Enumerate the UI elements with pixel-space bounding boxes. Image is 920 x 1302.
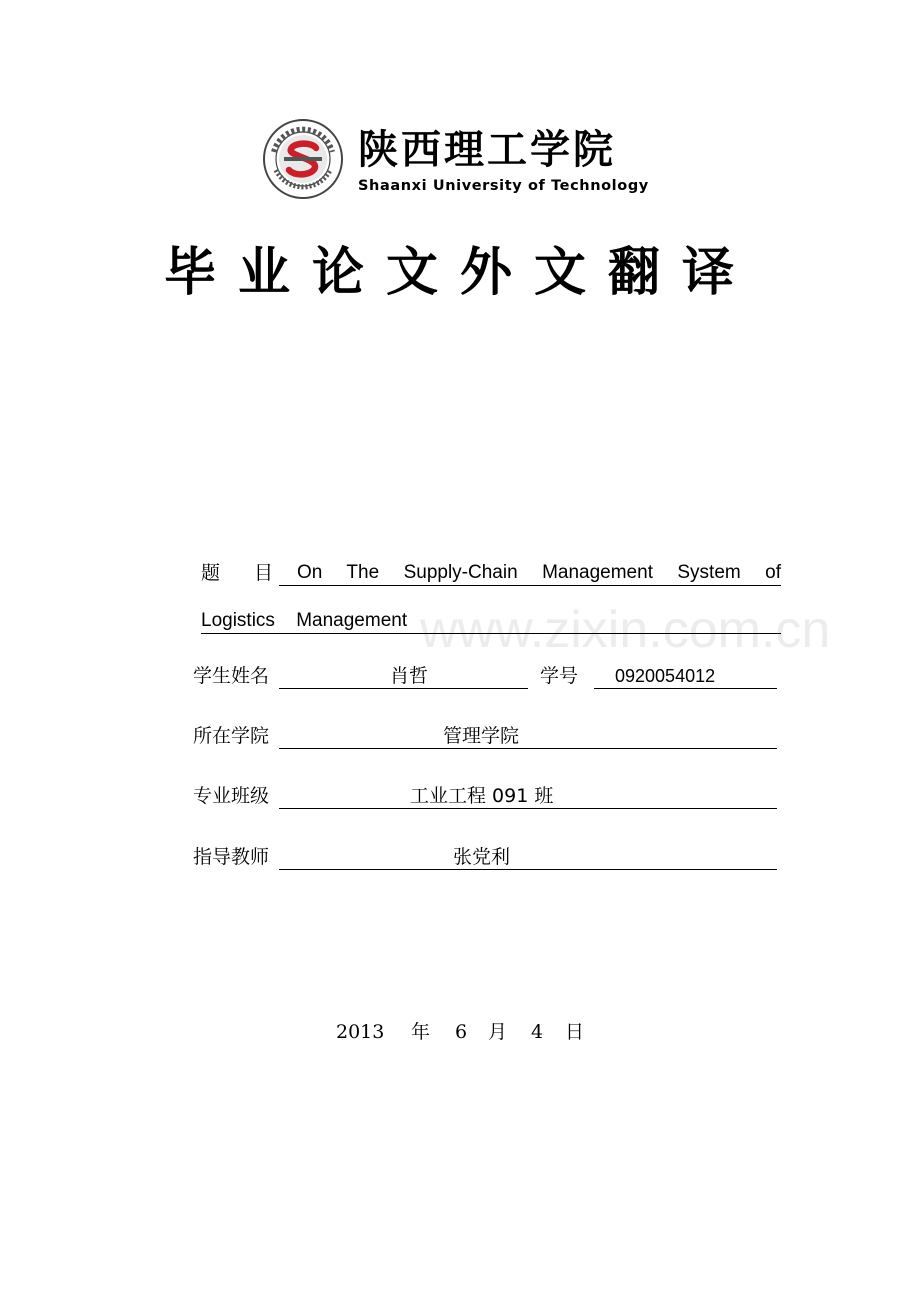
watermark: www.zixin.com.cn	[420, 601, 831, 659]
topic-underline-2	[201, 633, 781, 634]
topic-underline-1	[279, 585, 781, 586]
school-name-english: Shaanxi University of Technology	[358, 178, 649, 194]
document-title: 毕业论文外文翻译	[163, 243, 756, 303]
student-name-value: 肖哲	[390, 665, 429, 687]
major-class-label: 专业班级	[193, 785, 270, 807]
date-month: 6	[455, 1021, 468, 1043]
college-underline	[279, 748, 777, 749]
advisor-label: 指导教师	[193, 846, 270, 868]
topic-value-line2: Logistics Management	[201, 610, 408, 631]
college-label: 所在学院	[193, 725, 270, 747]
date-year: 2013	[336, 1021, 385, 1043]
major-class-value: 工业工程 091 班	[410, 785, 554, 807]
student-name-underline	[279, 688, 528, 689]
advisor-underline	[279, 869, 777, 870]
date-day: 4	[531, 1021, 544, 1043]
advisor-value: 张党利	[453, 846, 511, 868]
student-id-underline	[594, 688, 777, 689]
date-month-unit: 月	[488, 1021, 508, 1043]
date-day-unit: 日	[565, 1021, 585, 1043]
major-class-underline	[279, 808, 777, 809]
student-name-label: 学生姓名	[193, 665, 270, 687]
student-id-label: 学号	[540, 665, 579, 687]
student-id-value: 0920054012	[615, 666, 716, 686]
college-value: 管理学院	[443, 725, 520, 747]
date-year-unit: 年	[411, 1021, 431, 1043]
topic-value-line1: On The Supply-Chain Management System of	[297, 562, 781, 583]
university-seal-logo	[262, 118, 344, 200]
topic-label: 题 目	[201, 562, 288, 584]
school-name-chinese: 陕西理工学院	[358, 126, 616, 173]
